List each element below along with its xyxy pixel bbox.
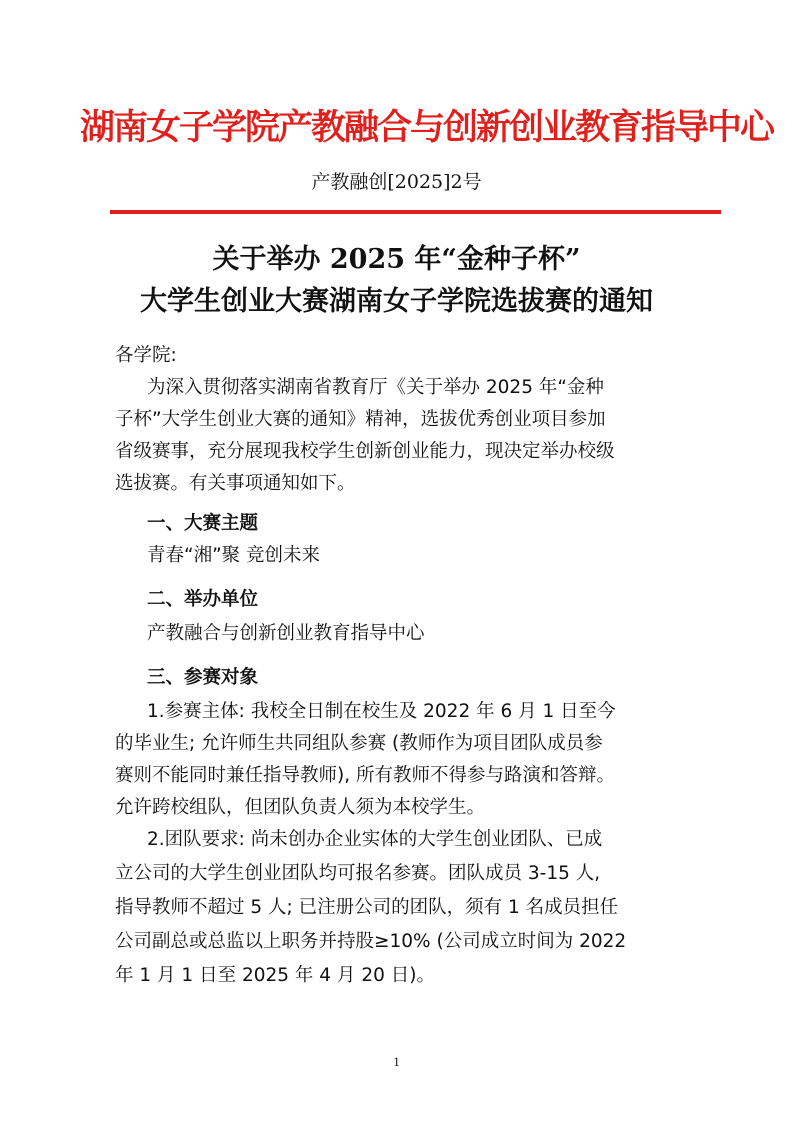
document-number: 产教融创[2025]2号	[311, 171, 482, 193]
section-3-item-1-line-3: 赛则不能同时兼任指导教师), 所有教师不得参与路演和答辩。	[115, 765, 615, 786]
salutation: 各学院:	[115, 345, 177, 366]
section-3-item-2-line-1: 2.团队要求: 尚未创办企业实体的大学生创业团队、已成	[147, 829, 603, 850]
organization-header: 湖南女子学院产教融合与创新创业教育指导中心	[80, 107, 774, 148]
section-3-item-1-line-1: 1.参赛主体: 我校全日制在校生及 2022 年 6 月 1 日至今	[147, 701, 616, 722]
section-3-item-2-line-3: 指导教师不超过 5 人; 已注册公司的团队，须有 1 名成员担任	[115, 897, 619, 918]
title-line-1: 关于举办 2025 年“金种子杯”	[212, 244, 581, 275]
section-3-heading: 三、参赛对象	[147, 667, 259, 688]
page-number: 1	[393, 1054, 400, 1069]
red-divider	[110, 210, 721, 214]
section-3-item-2-line-5: 年 1 月 1 日至 2025 年 4 月 20 日)。	[115, 965, 435, 986]
section-3-item-2-line-2: 立公司的大学生创业团队均可报名参赛。团队成员 3-15 人,	[115, 863, 601, 884]
intro-line-1: 为深入贯彻落实湖南省教育厅《关于举办 2025 年“金种	[147, 377, 604, 398]
section-1-text: 青春“湘”聚 竞创未来	[147, 545, 321, 566]
intro-line-2: 子杯”大学生创业大赛的通知》精神，选拔优秀创业项目参加	[115, 409, 606, 430]
title-line-2: 大学生创业大赛湖南女子学院选拔赛的通知	[140, 286, 653, 317]
section-1-heading: 一、大赛主题	[147, 513, 259, 534]
section-3-item-1-line-4: 允许跨校组队，但团队负责人须为本校学生。	[115, 797, 486, 818]
section-3-item-1-line-2: 的毕业生; 允许师生共同组队参赛 (教师作为项目团队成员参	[115, 733, 603, 754]
section-2-heading: 二、举办单位	[147, 589, 259, 610]
intro-line-3: 省级赛事，充分展现我校学生创新创业能力，现决定举办校级	[115, 441, 615, 462]
section-2-text: 产教融合与创新创业教育指导中心	[147, 623, 425, 644]
intro-line-4: 选拔赛。有关事项通知如下。	[115, 473, 356, 494]
section-3-item-2-line-4: 公司副总或总监以上职务并持股≥10% (公司成立时间为 2022	[115, 931, 627, 952]
